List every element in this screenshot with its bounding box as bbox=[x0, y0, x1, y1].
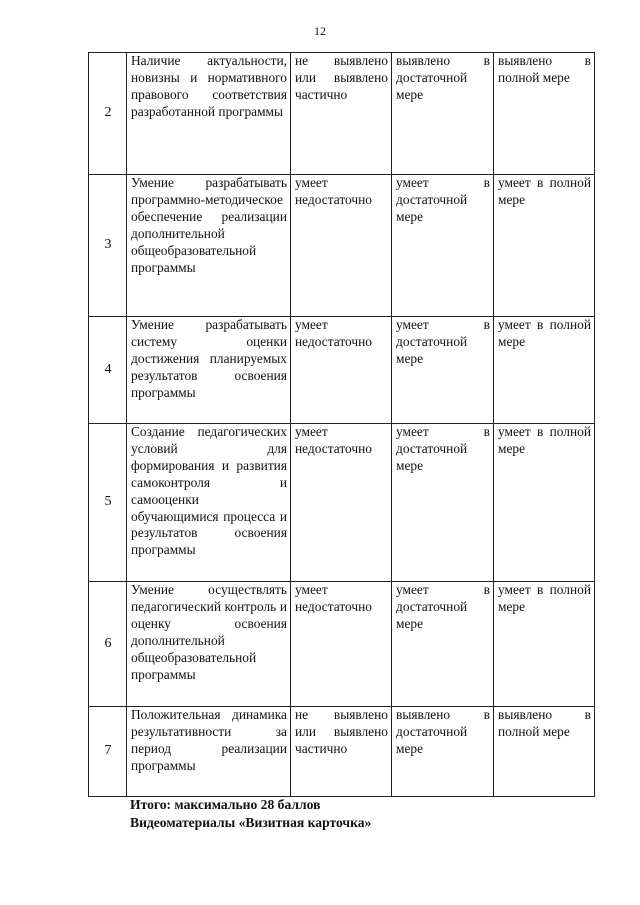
table-row bbox=[89, 582, 595, 707]
level-medium: выявлено в достаточной мере bbox=[392, 53, 494, 175]
table-row bbox=[89, 424, 595, 582]
level-low: умеет недостаточно bbox=[291, 175, 392, 317]
total-score-note: Итого: максимально 28 баллов bbox=[130, 797, 321, 812]
criterion-text: Создание педагогических условий для формирования и развития самоконтроля и самооценки обучающимися процесса и результатов освоения программы bbox=[127, 424, 291, 582]
level-high: выявлено в полной мере bbox=[494, 707, 595, 797]
row-number: 7 bbox=[89, 707, 127, 797]
table-row bbox=[89, 317, 595, 424]
level-high: выявлено в полной мере bbox=[494, 53, 595, 175]
level-high: умеет в полной мере bbox=[494, 175, 595, 317]
level-low: не выявлено или выявлено частично bbox=[291, 53, 392, 175]
level-medium: умеет в достаточной мере bbox=[392, 582, 494, 707]
level-low: умеет недостаточно bbox=[291, 317, 392, 424]
page-number: 12 bbox=[314, 24, 326, 38]
criterion-text: Умение осуществлять педагогический контроль и оценку освоения дополнительной общеобразовательной программы bbox=[127, 582, 291, 707]
row-number: 2 bbox=[89, 53, 127, 175]
row-number: 4 bbox=[89, 317, 127, 424]
level-high: умеет в полной мере bbox=[494, 582, 595, 707]
level-medium: выявлено в достаточной мере bbox=[392, 707, 494, 797]
criteria-table bbox=[88, 52, 595, 797]
table-row bbox=[89, 53, 595, 175]
level-low: не выявлено или выявлено частично bbox=[291, 707, 392, 797]
row-number: 3 bbox=[89, 175, 127, 317]
criterion-text: Умение разрабатывать систему оценки достижения планируемых результатов освоения программы bbox=[127, 317, 291, 424]
level-medium: умеет в достаточной мере bbox=[392, 175, 494, 317]
video-materials-heading: Видеоматериалы «Визитная карточка» bbox=[130, 815, 372, 830]
criterion-text: Умение разрабатывать программно-методическое обеспечение реализации дополнительной общеобразовательной программы bbox=[127, 175, 291, 317]
row-number: 5 bbox=[89, 424, 127, 582]
level-low: умеет недостаточно bbox=[291, 582, 392, 707]
level-medium: умеет в достаточной мере bbox=[392, 317, 494, 424]
criterion-text: Положительная динамика результативности за период реализации программы bbox=[127, 707, 291, 797]
level-high: умеет в полной мере bbox=[494, 424, 595, 582]
criterion-text: Наличие актуальности, новизны и нормативного правового соответствия разработанной программы bbox=[127, 53, 291, 175]
level-low: умеет недостаточно bbox=[291, 424, 392, 582]
row-number: 6 bbox=[89, 582, 127, 707]
table-row bbox=[89, 707, 595, 797]
table-row bbox=[89, 175, 595, 317]
level-high: умеет в полной мере bbox=[494, 317, 595, 424]
level-medium: умеет в достаточной мере bbox=[392, 424, 494, 582]
